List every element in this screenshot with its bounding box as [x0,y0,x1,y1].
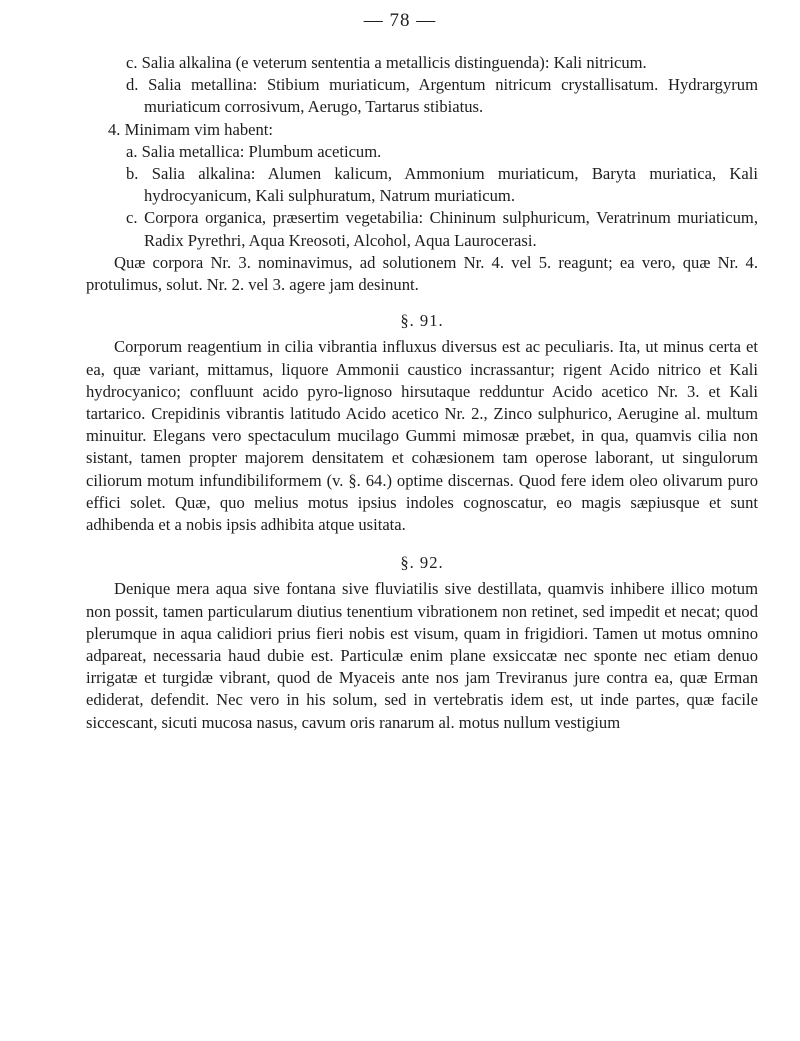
section-heading-91: §. 91. [400,311,444,331]
list-item-c-salia-alkalina: c. Salia alkalina (e veterum sententia a metallicis distinguenda): Kali nitricum. [126,53,647,72]
page-body [86,52,758,734]
section-heading-92: §. 92. [400,553,444,573]
list-item-4-minimam-vim: 4. Minimam vim habent: [108,119,273,139]
list-item-c-corpora-organica: c. Corpora organica, præsertim vegetabilia: Chininum sulphuricum, Veratrinum muriaticum, Radix Pyrethri, Aqua Kreosoti, Alcohol, Aqua Laurocerasi. [126,208,758,250]
page-number: — 78 — [363,10,437,31]
paragraph-section-91: Corporum reagentium in cilia vibrantia influxus diversus est ac peculiaris. Ita, ut minus certa et ea, quæ variant, mittamus, liquore Ammonii caustico incrassantur; rigent Acido nitrico et Kali hydrocyanico; confluunt acido pyro-lignoso hirsutaque redduntur Acido acetico Nr. 3. et Kali tartarico. Crepidinis vibrantis latitudo Acido acetico Nr. 2., Zinco sulphurico, Aerugine al. multum minuitur. Elegans vero spectaculum mucilago Gummi mimosæ præbet, in qua, quamvis cilia non sistant, tamen propter majorem densitatem et cohæsionem tam operose laborant, ut singulorum ciliorum motum infundibiliformem (v. §. 64.) optime discernas. Quod fere idem oleo olivarum puro effici solet. Quæ, quo melius motus ipsius indoles cognoscatur, eo magis sæpiusque et sunt adhibenda et a nobis ipsis adhibita atque usitata. [86,337,758,535]
list-item-a-salia-metallica: a. Salia metallica: Plumbum aceticum. [126,141,382,161]
list-item-b-salia-alkalina: b. Salia alkalina: Alumen kalicum, Ammonium muriaticum, Baryta muriatica, Kali hydrocyanicum, Kali sulphuratum, Natrum muriaticum. [126,164,758,206]
list-item-d-salia-metallina: d. Salia metallina: Stibium muriaticum, Argentum nitricum crystallisatum. Hydrargyrum muriaticum corrosivum, Aerugo, Tartarus stibiatus. [126,75,758,117]
paragraph-reagunt: Quæ corpora Nr. 3. nominavimus, ad solutionem Nr. 4. vel 5. reagunt; ea vero, quæ Nr. 4. protulimus, solut. Nr. 2. vel 3. agere jam desinunt. [86,252,758,295]
paragraph-section-92: Denique mera aqua sive fontana sive fluviatilis sive destillata, quamvis inhibere illico motum non possit, tamen particularum diutius tenentium vibrationem non retinet, sed impedit et necat; quod plerumque in aqua calidiori prius fieri nobis est visum, quam in frigidiori. Tamen ut motus omnino adpareat, necessaria haud dubie est. Particulæ enim plane exsiccatæ nec sponte nec etiam denuo irrigatæ et turgidæ vibrant, quod de Myaceis ante nos jam Treviranus jure contra ea, quæ Erman ediderat, defendit. Nec vero in his solum, sed in vertebratis idem est, ut inde partes, quæ facile siccescant, sicuti mucosa nasus, cavum oris ranarum al. motus nullum vestigium [86,579,758,732]
